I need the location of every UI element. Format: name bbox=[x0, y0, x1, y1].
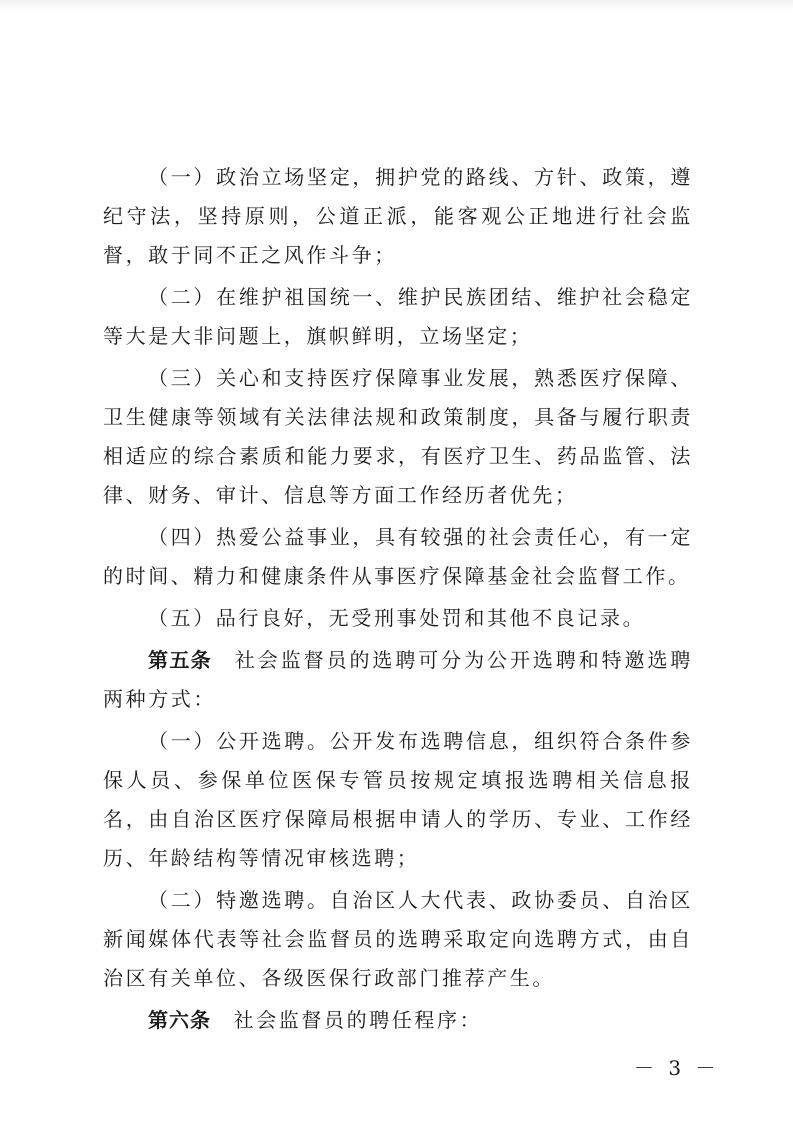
paragraph-public-selection bbox=[103, 722, 693, 878]
paragraph-clause-3 bbox=[103, 359, 693, 515]
paragraph-text: （五）品行良好，无受刑事处罚和其他不良记录。 bbox=[148, 606, 646, 630]
article-heading: 第六条 bbox=[148, 1008, 211, 1032]
article-6 bbox=[103, 1001, 693, 1040]
paragraph-text: （二）在维护祖国统一、维护民族团结、维护社会稳定等大是大非问题上，旗帜鲜明，立场坚定； bbox=[103, 285, 693, 348]
article-text: 社会监督员的聘任程序： bbox=[211, 1008, 483, 1032]
paragraph-special-invitation bbox=[103, 881, 693, 998]
article-heading: 第五条 bbox=[148, 648, 212, 672]
article-5 bbox=[103, 641, 693, 719]
paragraph-text: （一）政治立场坚定，拥护党的路线、方针、政策，遵纪守法，坚持原则，公道正派，能客观公正地进行社会监督，敢于同不正之风作斗争； bbox=[103, 165, 693, 267]
scan-top-edge bbox=[0, 0, 793, 10]
paragraph-text: （一）公开选聘。公开发布选聘信息，组织符合条件参保人员、参保单位医保专管员按规定填报选聘相关信息报名，由自治区医疗保障局根据申请人的学历、专业、工作经历、年龄结构等情况审核选聘； bbox=[103, 729, 693, 870]
paragraph-clause-2 bbox=[103, 278, 693, 356]
paragraph-text: （四）热爱公益事业，具有较强的社会责任心，有一定的时间、精力和健康条件从事医疗保障基金社会监督工作。 bbox=[103, 525, 693, 588]
paragraph-text: （二）特邀选聘。自治区人大代表、政协委员、自治区新闻媒体代表等社会监督员的选聘采取定向选聘方式，由自治区有关单位、各级医保行政部门推荐产生。 bbox=[103, 888, 693, 990]
document-body bbox=[103, 158, 693, 1040]
page-number: － 3 － bbox=[634, 1056, 720, 1080]
paragraph-clause-4 bbox=[103, 518, 693, 596]
paragraph-text: （三）关心和支持医疗保障事业发展，熟悉医疗保障、卫生健康等领域有关法律法规和政策制度，具备与履行职责相适应的综合素质和能力要求，有医疗卫生、药品监管、法律、财务、审计、信息等方面工作经历者优先； bbox=[103, 366, 693, 507]
article-text: 社会监督员的选聘可分为公开选聘和特邀选聘两种方式： bbox=[103, 648, 693, 711]
paragraph-clause-5 bbox=[103, 599, 693, 638]
paragraph-clause-1 bbox=[103, 158, 693, 275]
